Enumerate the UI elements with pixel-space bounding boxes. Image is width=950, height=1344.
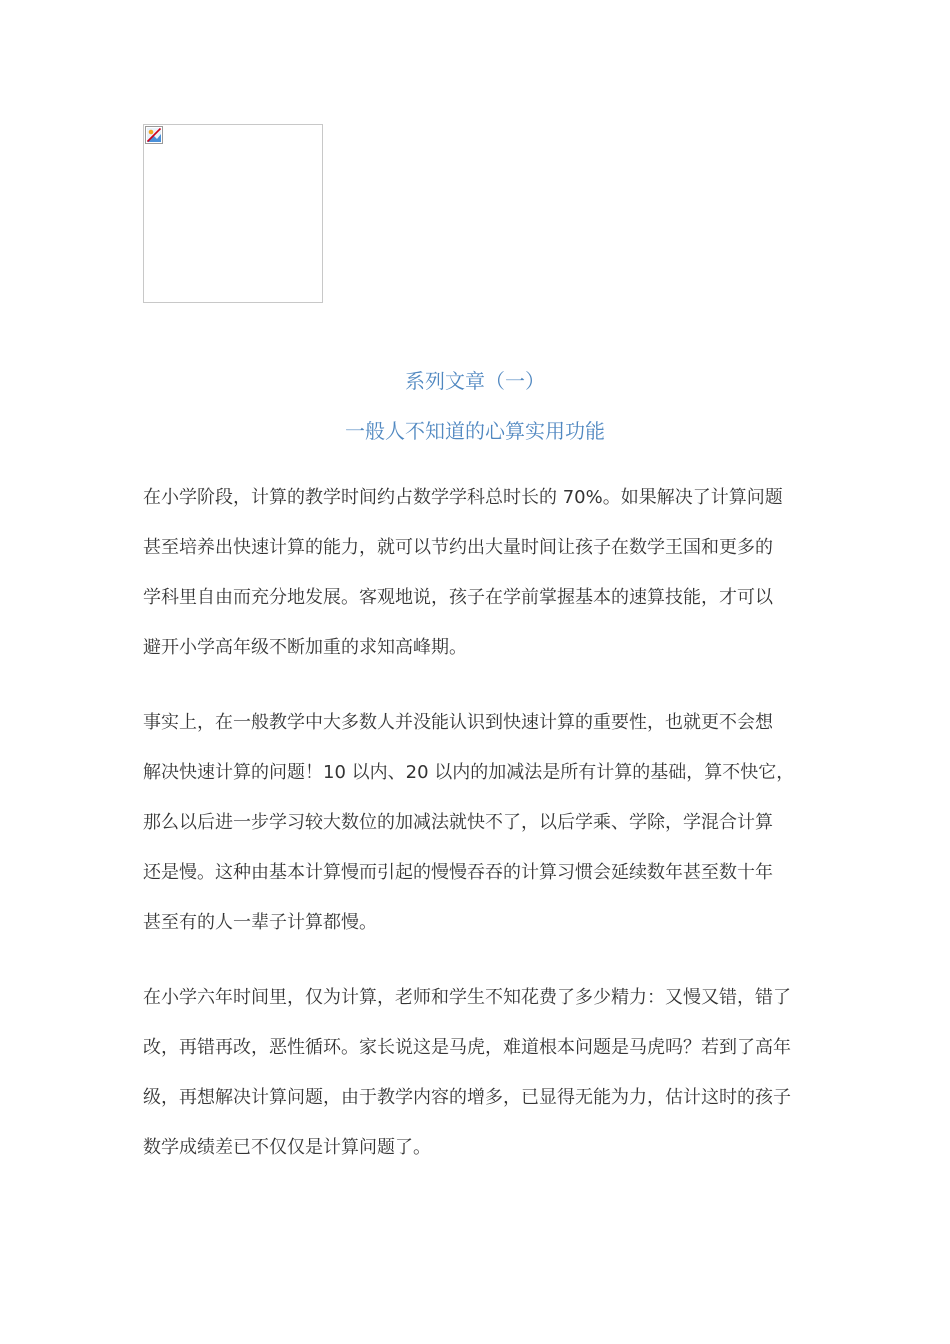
paragraph-line: 事实上，在一般教学中大多数人并没能认识到快速计算的重要性，也就更不会想 [143,712,773,733]
paragraph-line: 数学成绩差已不仅仅是计算问题了。 [143,1137,431,1158]
series-title: 系列文章（一） [405,369,545,393]
paragraph-line: 在小学阶段，计算的教学时间约占数学学科总时长的 70%。如果解决了计算问题 [143,487,783,508]
paragraph-line: 甚至有的人一辈子计算都慢。 [143,912,377,933]
paragraph-line: 级，再想解决计算问题，由于教学内容的增多，已显得无能为力，估计这时的孩子 [143,1087,791,1108]
paragraph-line: 那么以后进一步学习较大数位的加减法就快不了，以后学乘、学除，学混合计算 [143,812,773,833]
article-body [143,473,823,1198]
article-headline: 一般人不知道的心算实用功能 [345,419,605,443]
paragraph-1 [143,473,823,673]
paragraph-2 [143,698,823,948]
image-placeholder [143,124,323,303]
paragraph-line: 改，再错再改，恶性循环。家长说这是马虎，难道根本问题是马虎吗？若到了高年 [143,1037,791,1058]
paragraph-line: 在小学六年时间里，仅为计算，老师和学生不知花费了多少精力：又慢又错，错了 [143,987,791,1008]
paragraph-line: 学科里自由而充分地发展。客观地说，孩子在学前掌握基本的速算技能，才可以 [143,587,773,608]
paragraph-line: 甚至培养出快速计算的能力，就可以节约出大量时间让孩子在数学王国和更多的 [143,537,773,558]
broken-image-icon [145,126,163,144]
paragraph-3 [143,973,823,1173]
paragraph-line: 还是慢。这种由基本计算慢而引起的慢慢吞吞的计算习惯会延续数年甚至数十年 [143,862,773,883]
title-block [0,356,950,456]
paragraph-line: 避开小学高年级不断加重的求知高峰期。 [143,637,467,658]
paragraph-line: 解决快速计算的问题！10 以内、20 以内的加减法是所有计算的基础，算不快它， [143,762,795,783]
